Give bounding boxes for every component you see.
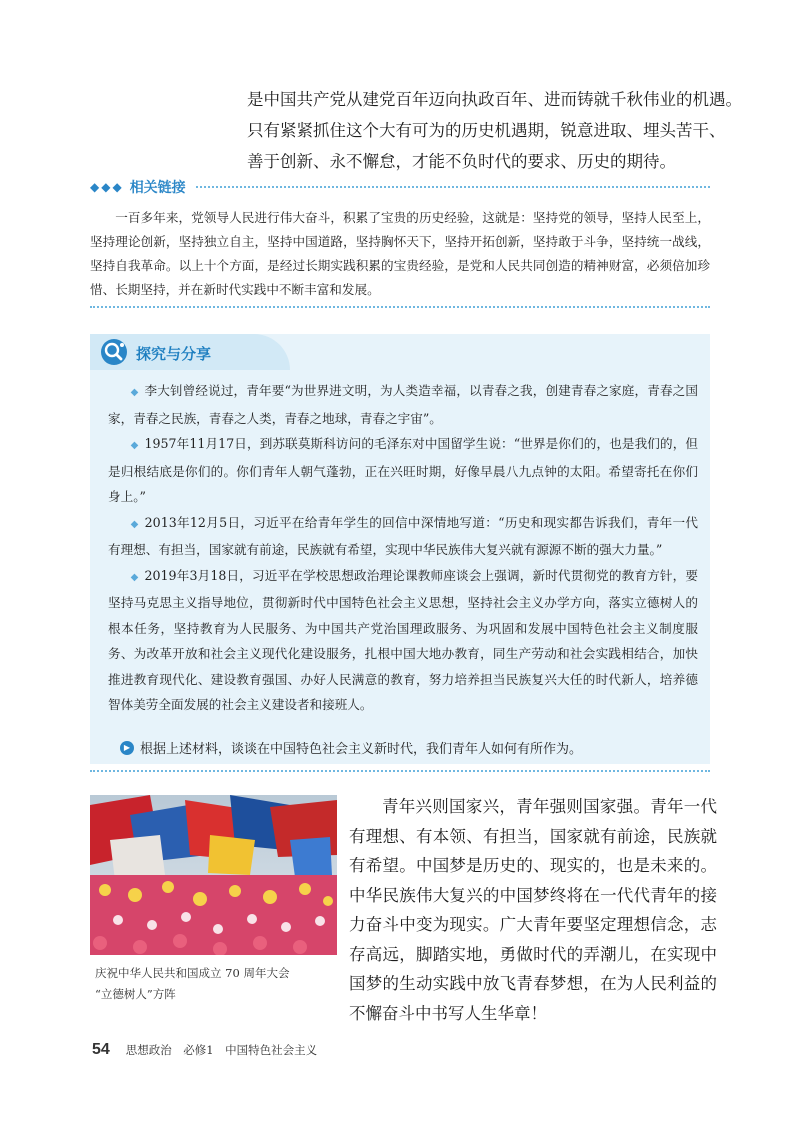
- diamond-bullets-icon: ◆◆◆: [90, 180, 124, 194]
- related-link-text: 一百多年来，党领导人民进行伟大奋斗，积累了宝贵的历史经验，这就是：坚持党的领导，坚持人民至上，坚持理论创新，坚持独立自主，坚持中国道路，坚持胸怀天下，坚持开拓创新，坚持敢于斗争，坚持统一战线，坚持自我革命。以上十个方面，是经过长期实践积累的宝贵经验，是党和人民共同创造的精神财富，必须倍加珍惜、长期坚持，并在新时代实践中不断丰富和发展。: [90, 210, 710, 297]
- dotted-divider: [90, 306, 710, 308]
- related-link-title: 相关链接: [129, 180, 186, 196]
- dotted-divider: [196, 186, 710, 188]
- page-footer: [92, 1041, 317, 1059]
- explore-item-text: 1957年11月17日，到苏联莫斯科访问的毛泽东对中国留学生说：“世界是你们的，也是我们的，但是归根结底是你们的。你们青年人朝气蓬勃，正在兴旺时期，好像早晨八九点钟的太阳。希望寄托在你们身上。”: [108, 436, 698, 504]
- diamond-bullet-icon: ◆: [130, 440, 139, 451]
- main-paragraph-text: 青年兴则国家兴，青年强则国家强。青年一代有理想、有本领、有担当，国家就有前途，民族就有希望。中国梦是历史的、现实的，也是未来的。中华民族伟大复兴的中国梦终将在一代代青年的接力奋斗中变为现实。广大青年要坚定理想信念，志存高远，脚踏实地，勇做时代的弄潮儿，在实现中国梦的生动实践中放飞青春梦想，在为人民利益的不懈奋斗中书写人生华章！: [349, 797, 717, 1023]
- explore-title: 探究与分享: [136, 345, 212, 363]
- explore-item: [108, 510, 698, 563]
- explore-item: [108, 378, 698, 431]
- caption-line: 庆祝中华人民共和国成立 70 周年大会: [95, 966, 290, 980]
- explore-item-text: 2013年12月5日，习近平在给青年学生的回信中深情地写道：“历史和现实都告诉我们，青年一代有理想、有担当，国家就有前途，民族就有希望，实现中华民族伟大复兴就有源源不断的强大力量。”: [108, 514, 698, 557]
- explore-item: [108, 563, 698, 718]
- explore-item: [108, 431, 698, 510]
- parade-photo: [90, 795, 337, 955]
- intro-line: 只有紧紧抓住这个大有可为的历史机遇期，锐意进取、埋头苦干、: [247, 121, 726, 140]
- explore-question-text: 根据上述材料，谈谈在中国特色社会主义新时代，我们青年人如何有所作为。: [140, 742, 583, 757]
- explore-item-text: 李大钊曾经说过，青年要“为世界进文明，为人类造幸福，以青春之我，创建青春之家庭，青春之国家，青春之民族，青春之人类，青春之地球，青春之宇宙”。: [108, 383, 698, 426]
- diamond-bullet-icon: ◆: [130, 387, 139, 398]
- explore-question: [120, 738, 582, 757]
- explore-body: [108, 378, 698, 718]
- intro-line: 善于创新、永不懈怠，才能不负时代的要求、历史的期待。: [247, 152, 676, 171]
- main-paragraph: [349, 792, 717, 1028]
- explore-item-text: 2019年3月18日，习近平在学校思想政治理论课教师座谈会上强调，新时代贯彻党的教育方针，要坚持马克思主义指导地位，贯彻新时代中国特色社会主义思想，坚持社会主义办学方向，落实立德树人的根本任务，坚持教育为人民服务、为中国共产党治国理政服务、为巩固和发展中国特色社会主义制度服务、为改革开放和社会主义现代化建设服务，扎根中国大地办教育，同生产劳动和社会实践相结合，加快推进教育现代化、建设教育强国、办好人民满意的教育，努力培养担当民族复兴大任的时代新人，培养德智体美劳全面发展的社会主义建设者和接班人。: [108, 567, 698, 712]
- play-arrow-icon: ▶: [120, 741, 134, 755]
- photo-caption: [95, 963, 345, 1005]
- page-number: 54: [92, 1041, 110, 1058]
- related-link-header: [90, 176, 710, 198]
- magnifier-icon: [100, 338, 128, 366]
- caption-line: “立德树人”方阵: [95, 987, 176, 1001]
- diamond-bullet-icon: ◆: [130, 571, 139, 583]
- dotted-divider: [90, 770, 710, 772]
- intro-paragraph: [247, 84, 742, 177]
- related-link-body: [90, 206, 710, 302]
- footer-book-title: 思想政治 必修1 中国特色社会主义: [125, 1043, 318, 1057]
- diamond-bullet-icon: ◆: [130, 518, 139, 530]
- intro-line: 是中国共产党从建党百年迈向执政百年、进而铸就千秋伟业的机遇。: [247, 90, 742, 109]
